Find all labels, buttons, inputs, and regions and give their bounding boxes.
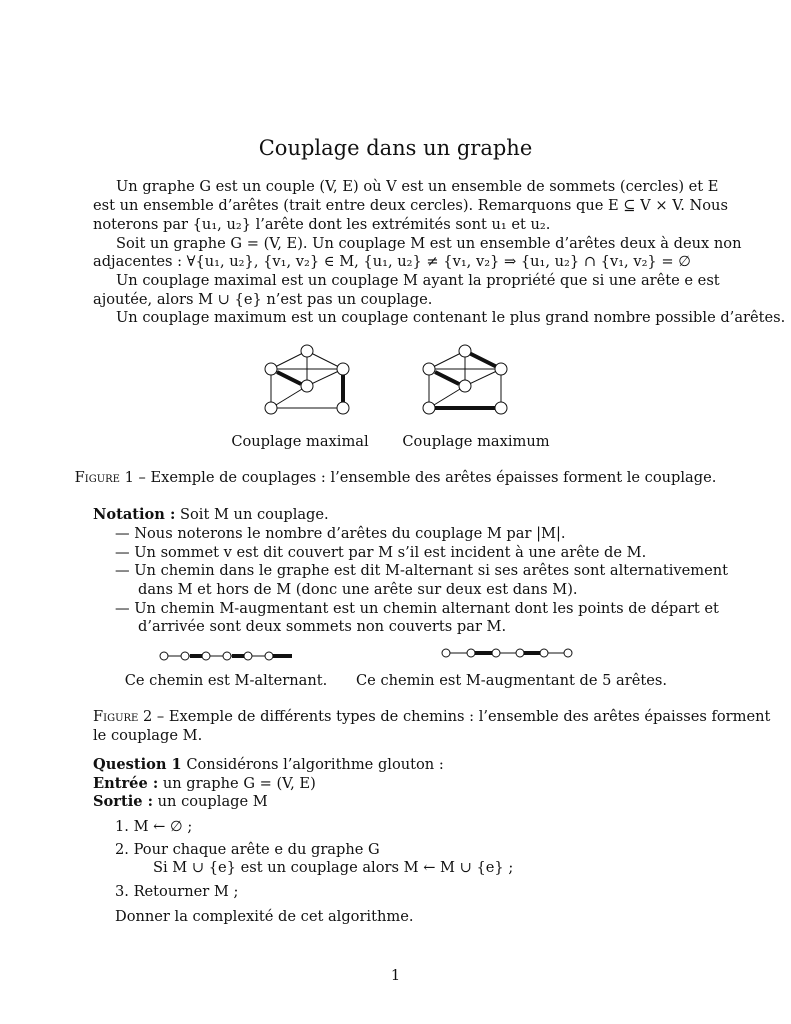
question-output-line: Sortie : un couplage M [93,793,268,810]
intro-line: noterons par {u₁, u₂} l’arête dont les extrémités sont u₁ et u₂. [93,216,551,233]
intro-line: est un ensemble d’arêtes (trait entre deux cercles). Remarquons que E ⊆ V × V. Nous [93,197,728,214]
notation-item: — Un chemin dans le graphe est dit M-alternant si ses arêtes sont alternativement [115,562,729,579]
intro-line: Un couplage maximum est un couplage contenant le plus grand nombre possible d’arêtes. [116,309,786,326]
notation-item-cont: d’arrivée sont deux sommets non couverts par M. [138,618,507,635]
notation-item: — Nous noterons le nombre d’arêtes du couplage M par |M|. [115,525,566,542]
intro-line: adjacentes : ∀{u₁, u₂}, {v₁, v₂} ∈ M, {u₁, u₂} ≠ {v₁, v₂} ⇒ {u₁, u₂} ∩ {v₁, v₂} = ∅ [93,253,691,270]
path-augmenting [442,647,582,659]
algo-step: 3. Retourner M ; [115,883,239,900]
figure2-caption: Figure 2 – Exemple de différents types de chemins : l’ensemble des arêtes épaisses forment [93,708,771,725]
figure2-label-left: Ce chemin est M-alternant. [124,672,328,689]
algo-step: 2. Pour chaque arête e du graphe G [115,841,380,858]
graph-maximal [260,344,355,414]
page-number: 1 [390,967,401,984]
algo-step-body: Si M ∪ {e} est un couplage alors M ← M ∪ {e} ; [153,859,514,876]
intro-line: ajoutée, alors M ∪ {e} n’est pas un couplage. [93,291,433,308]
path-alternating [160,650,300,662]
question-closing: Donner la complexité de cet algorithme. [115,908,414,925]
figure1-caption: Figure 1 – Exemple de couplages : l’ensemble des arêtes épaisses forment le couplage. [74,469,717,486]
figure1-label-left: Couplage maximal [231,433,369,450]
notation-item: — Un sommet v est dit couvert par M s’il est incident à une arête de M. [115,544,647,561]
intro-line: Soit un graphe G = (V, E). Un couplage M est un ensemble d’arêtes deux à deux non [116,235,742,252]
notation-item: — Un chemin M-augmentant est un chemin alternant dont les points de départ et [115,600,719,617]
figure2-label-right: Ce chemin est M-augmentant de 5 arêtes. [356,672,667,689]
question-heading-line: Question 1 Considérons l’algorithme glouton : [93,756,444,773]
intro-line: Un couplage maximal est un couplage M ayant la propriété que si une arête e est [116,272,720,289]
graph-maximum [418,344,513,414]
intro-line: Un graphe G est un couple (V, E) où V est un ensemble de sommets (cercles) et E [116,178,719,195]
question-input-line: Entrée : un graphe G = (V, E) [93,775,316,792]
figure2-caption-cont: le couplage M. [93,727,203,744]
page-title: Couplage dans un graphe [258,136,533,160]
notation-heading-line: Notation : Soit M un couplage. [93,506,329,523]
figure1-label-right: Couplage maximum [402,433,550,450]
notation-item-cont: dans M et hors de M (donc une arête sur deux est dans M). [138,581,578,598]
algo-step: 1. M ← ∅ ; [115,818,193,835]
